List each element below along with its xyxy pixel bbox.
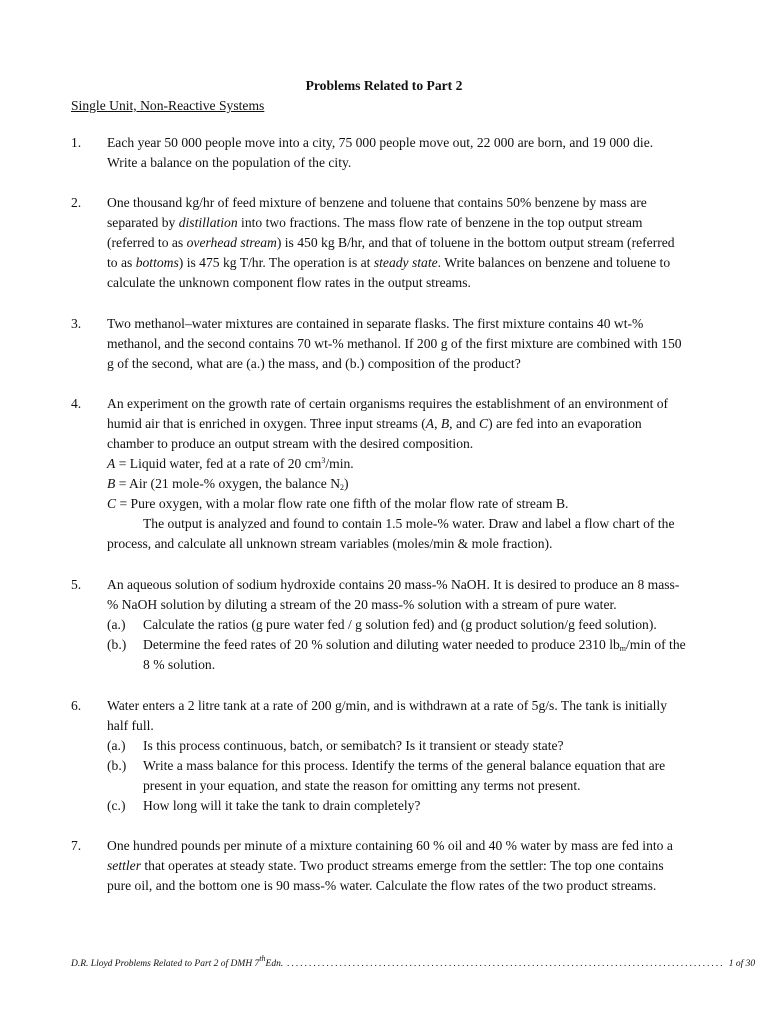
text-run: . Write balances on benzene and toluene to bbox=[437, 255, 671, 270]
text-run: , and bbox=[449, 416, 479, 431]
problem-text-line: g of the second, what are (a.) the mass, and (b.) composition of the product? bbox=[107, 356, 521, 371]
sub-question-text: How long will it take the tank to drain completely? bbox=[143, 798, 421, 813]
problem-2 bbox=[71, 193, 711, 293]
problem-5 bbox=[71, 575, 711, 675]
problem-text-line: process, and calculate all unknown stream variables (moles/min & mole fraction). bbox=[107, 536, 553, 551]
footer-leader-dots: .................................................................................................... bbox=[287, 959, 725, 969]
sub-question-label: (b.) bbox=[107, 637, 127, 652]
stream-label: A bbox=[107, 456, 116, 471]
italic-term: steady state bbox=[373, 255, 438, 270]
subscript: m bbox=[619, 644, 627, 653]
text-run: ) bbox=[344, 476, 349, 491]
italic-term: overhead stream bbox=[186, 235, 277, 250]
problem-number: 1. bbox=[71, 135, 82, 150]
stream-label: C bbox=[107, 496, 117, 511]
sub-question-label: (b.) bbox=[107, 758, 127, 773]
problem-text-line: Write a balance on the population of the city. bbox=[107, 155, 352, 170]
problem-text-line: One hundred pounds per minute of a mixture containing 60 % oil and 40 % water by mass are fed into a bbox=[107, 838, 673, 853]
text-run: separated by bbox=[107, 215, 179, 230]
sub-question-text: Calculate the ratios (g pure water fed / g solution fed) and (g product solution/g feed solution). bbox=[143, 617, 657, 632]
stream-label: A bbox=[425, 416, 435, 431]
problem-text-line bbox=[107, 213, 711, 233]
section-subtitle: Single Unit, Non-Reactive Systems bbox=[71, 98, 265, 113]
sub-question-text: Is this process continuous, batch, or semibatch? Is it transient or steady state? bbox=[143, 738, 564, 753]
footer-source bbox=[71, 954, 284, 971]
page-number: 1 of 30 bbox=[728, 959, 756, 969]
problem-4 bbox=[71, 394, 711, 554]
problem-text-line: Water enters a 2 litre tank at a rate of 200 g/min, and is withdrawn at a rate of 5g/s. The tank is initially bbox=[107, 698, 667, 713]
problem-text-line: The output is analyzed and found to contain 1.5 mole-% water. Draw and label a flow chart of the bbox=[143, 516, 675, 531]
text-run: ) are fed into an evaporation bbox=[488, 416, 642, 431]
problem-number: 4. bbox=[71, 396, 82, 411]
problem-text-line: One thousand kg/hr of feed mixture of benzene and toluene that contains 50% benzene by mass are bbox=[107, 195, 647, 210]
problem-number: 7. bbox=[71, 838, 82, 853]
text-run: to as bbox=[107, 255, 136, 270]
problem-text-line bbox=[107, 494, 711, 514]
sub-question bbox=[107, 736, 711, 756]
text-run: humid air that is enriched in oxygen. Three input streams ( bbox=[107, 416, 426, 431]
problem-text-line: calculate the unknown component flow rates in the output streams. bbox=[107, 275, 471, 290]
text-run: = Air (21 mole-% oxygen, the balance N bbox=[115, 476, 341, 491]
sub-question-label: (a.) bbox=[107, 617, 126, 632]
sub-question bbox=[107, 796, 711, 816]
sub-question-text: Determine the feed rates of 20 % solution and diluting water needed to produce 2310 lb bbox=[143, 637, 620, 652]
text-run: ) is 475 kg T/hr. The operation is at bbox=[178, 255, 374, 270]
problem-3 bbox=[71, 314, 711, 374]
problem-text-line: half full. bbox=[107, 718, 154, 733]
problem-text-line bbox=[107, 474, 711, 494]
sub-question-continuation: present in your equation, and state the reason for omitting any terms not present. bbox=[143, 778, 581, 793]
problem-text-line bbox=[107, 856, 711, 876]
problem-text-line: pure oil, and the bottom one is 90 mass-% water. Calculate the flow rates of the two product streams. bbox=[107, 878, 657, 893]
stream-label: B bbox=[440, 416, 450, 431]
sub-question-label: (c.) bbox=[107, 798, 126, 813]
sub-question-text: /min of the bbox=[626, 637, 686, 652]
problem-6 bbox=[71, 696, 711, 816]
problem-text-line: Each year 50 000 people move into a city, 75 000 people move out, 22 000 are born, and 19 000 die. bbox=[107, 135, 654, 150]
sub-question-continuation: 8 % solution. bbox=[143, 657, 216, 672]
problem-text-line bbox=[107, 454, 711, 474]
stream-label: B bbox=[107, 476, 116, 491]
text-run: that operates at steady state. Two product streams emerge from the settler: The top one contains bbox=[140, 858, 664, 873]
text-run: into two fractions. The mass flow rate of benzene in the top output stream bbox=[237, 215, 643, 230]
problem-text-line: An experiment on the growth rate of certain organisms requires the establishment of an environment of bbox=[107, 396, 669, 411]
text-run: ) is 450 kg B/hr, and that of toluene in the bottom output stream (referred bbox=[276, 235, 675, 250]
italic-term: settler bbox=[107, 858, 141, 873]
problem-number: 3. bbox=[71, 316, 82, 331]
text-run: = Pure oxygen, with a molar flow rate one fifth of the molar flow rate of stream B. bbox=[116, 496, 569, 511]
problem-number: 5. bbox=[71, 577, 82, 592]
problem-text-line bbox=[107, 253, 711, 273]
sub-question bbox=[107, 615, 711, 635]
text-run: /min. bbox=[325, 456, 354, 471]
problem-text-line: chamber to produce an output stream with the desired composition. bbox=[107, 436, 474, 451]
problem-number: 6. bbox=[71, 698, 82, 713]
page-footer bbox=[71, 954, 756, 971]
sub-question bbox=[107, 635, 711, 655]
problem-number: 2. bbox=[71, 195, 82, 210]
sub-question bbox=[107, 756, 711, 776]
problem-text-line: Two methanol–water mixtures are contained in separate flasks. The first mixture contains 40 wt-% bbox=[107, 316, 644, 331]
problem-text-line: An aqueous solution of sodium hydroxide contains 20 mass-% NaOH. It is desired to produce an 8 mass- bbox=[107, 577, 680, 592]
sub-question-label: (a.) bbox=[107, 738, 126, 753]
subscript: 2 bbox=[340, 483, 345, 492]
problem-text-line bbox=[107, 414, 711, 434]
problem-7 bbox=[71, 836, 711, 896]
footer-text: D.R. Lloyd Problems Related to Part 2 of DMH 7 bbox=[71, 959, 260, 969]
superscript: 3 bbox=[321, 456, 326, 465]
italic-term: distillation bbox=[178, 215, 238, 230]
text-run: , bbox=[434, 416, 441, 431]
italic-term: bottoms bbox=[135, 255, 179, 270]
problem-text-line: methanol, and the second contains 70 wt-% methanol. If 200 g of the first mixture are combined with 150 bbox=[107, 336, 682, 351]
problem-1 bbox=[71, 133, 711, 173]
text-run: (referred to as bbox=[107, 235, 187, 250]
superscript: th bbox=[259, 954, 266, 963]
footer-text: Edn. bbox=[265, 959, 284, 969]
problem-text-line bbox=[107, 233, 711, 253]
document-title: Problems Related to Part 2 bbox=[305, 78, 463, 93]
sub-question-text: Write a mass balance for this process. Identify the terms of the general balance equation that are bbox=[143, 758, 666, 773]
stream-label: C bbox=[479, 416, 489, 431]
problem-text-line: % NaOH solution by diluting a stream of the 20 mass-% solution with a stream of pure water. bbox=[107, 597, 617, 612]
text-run: = Liquid water, fed at a rate of 20 cm bbox=[115, 456, 322, 471]
